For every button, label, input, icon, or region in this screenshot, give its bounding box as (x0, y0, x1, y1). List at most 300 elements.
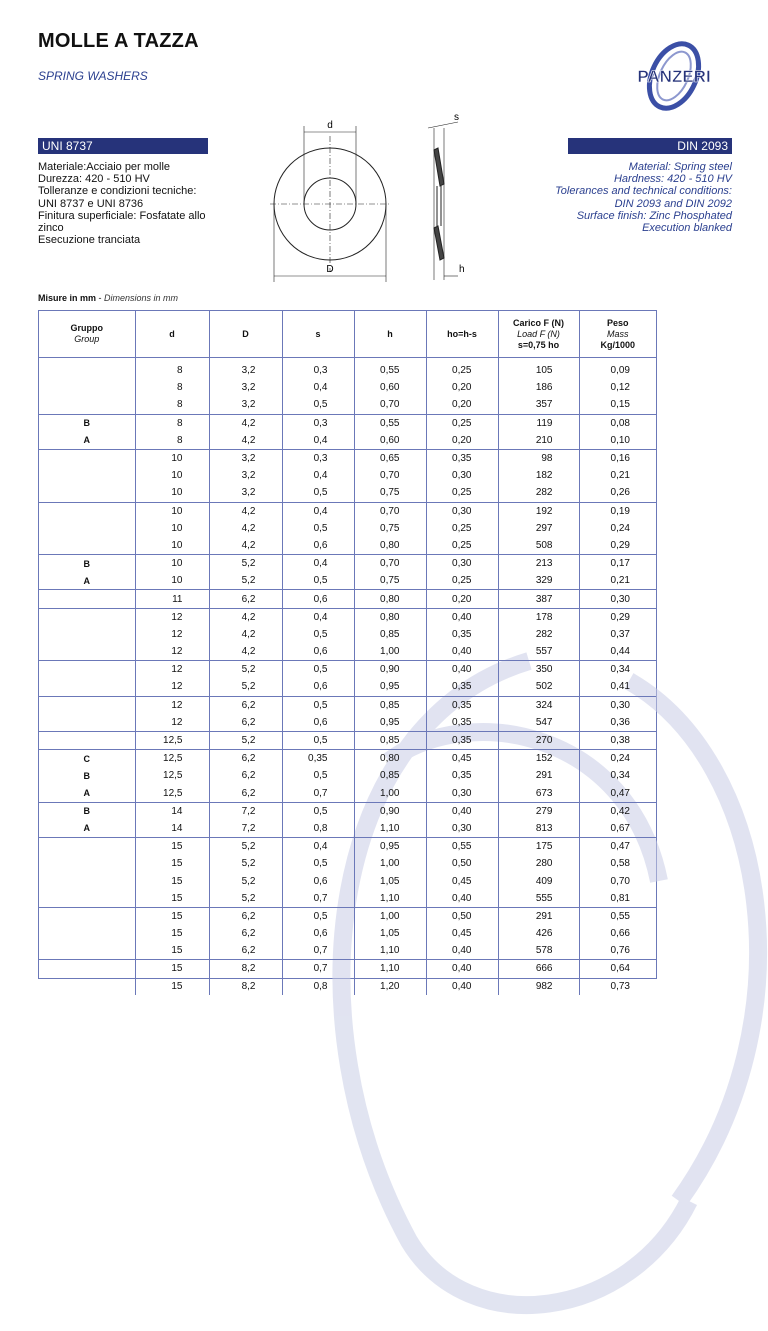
cell-m: 0,29 (579, 608, 656, 626)
cell-g (39, 484, 135, 502)
table-row (39, 484, 656, 502)
cell-f: 98 (498, 449, 579, 467)
cell-f: 329 (498, 572, 579, 590)
cell-g (39, 608, 135, 626)
cell-m: 0,36 (579, 714, 656, 732)
spec-line: Materiale:Acciaio per molle (38, 161, 171, 173)
cell-D: 5,2 (209, 555, 282, 573)
cell-h: 0,60 (354, 432, 426, 450)
cell-ho: 0,45 (426, 750, 498, 768)
cell-D: 3,2 (209, 467, 282, 484)
table-row (39, 626, 656, 643)
dim-label-d: d (327, 120, 333, 131)
spec-line: Hardness: 420 - 510 HV (613, 173, 732, 186)
cell-h: 0,65 (354, 449, 426, 467)
cell-m: 0,16 (579, 449, 656, 467)
cell-s: 0,4 (282, 502, 354, 520)
cell-g (39, 502, 135, 520)
cell-s: 0,6 (282, 678, 354, 696)
cell-ho: 0,25 (426, 520, 498, 537)
cell-ho: 0,30 (426, 502, 498, 520)
cell-m: 0,73 (579, 978, 656, 995)
material-spec-italian (38, 161, 238, 246)
cell-ho: 0,30 (426, 467, 498, 484)
cell-D: 6,2 (209, 907, 282, 925)
cell-ho: 0,40 (426, 978, 498, 995)
cell-h: 0,70 (354, 396, 426, 414)
cell-ho: 0,45 (426, 925, 498, 942)
cell-f: 387 (498, 590, 579, 608)
cell-h: 0,80 (354, 750, 426, 768)
cell-g: B (39, 802, 135, 820)
dimensions-table-frame (38, 310, 657, 992)
cell-D: 8,2 (209, 978, 282, 995)
cell-f: 152 (498, 750, 579, 768)
col-header-s: s (282, 311, 354, 358)
table-row (39, 872, 656, 889)
cell-h: 0,95 (354, 678, 426, 696)
units-label-en: Dimensions in mm (104, 293, 179, 303)
cell-D: 4,2 (209, 626, 282, 643)
cell-h: 0,55 (354, 414, 426, 432)
cell-m: 0,09 (579, 358, 656, 380)
table-row (39, 555, 656, 573)
cell-g (39, 520, 135, 537)
table-row (39, 590, 656, 608)
cell-h: 0,80 (354, 537, 426, 555)
spec-line: UNI 8737 e UNI 8736 (38, 197, 144, 210)
cell-m: 0,15 (579, 396, 656, 414)
cell-g: B (39, 555, 135, 573)
cell-g (39, 379, 135, 396)
cell-D: 4,2 (209, 608, 282, 626)
cell-s: 0,3 (282, 449, 354, 467)
col-header-ho: ho=h-s (426, 311, 498, 358)
cell-g (39, 855, 135, 872)
table-row (39, 396, 656, 414)
cell-ho: 0,35 (426, 714, 498, 732)
cell-d: 8 (135, 396, 209, 414)
cell-g (39, 678, 135, 696)
cell-s: 0,6 (282, 590, 354, 608)
cell-h: 1,10 (354, 942, 426, 960)
cell-m: 0,55 (579, 907, 656, 925)
cell-h: 1,20 (354, 978, 426, 995)
cell-d: 12 (135, 661, 209, 679)
cell-s: 0,3 (282, 414, 354, 432)
cell-D: 8,2 (209, 960, 282, 978)
cell-m: 0,67 (579, 820, 656, 838)
cell-g: A (83, 435, 90, 446)
table-row (39, 855, 656, 872)
dim-label-D: D (326, 264, 334, 275)
cell-d: 15 (135, 890, 209, 908)
cell-g (39, 714, 135, 732)
dimensions-table (39, 311, 656, 995)
cell-s: 0,5 (282, 696, 354, 714)
cell-g (39, 890, 135, 908)
spec-line: Finitura superficiale: Fosfatate allo zinco (38, 209, 206, 235)
cell-d: 8 (135, 414, 209, 432)
cell-h: 0,90 (354, 661, 426, 679)
cell-f: 673 (498, 785, 579, 803)
cell-D: 3,2 (209, 484, 282, 502)
cell-g (39, 396, 135, 414)
cell-h: 0,95 (354, 714, 426, 732)
spec-line: DIN 2093 and DIN 2092 (614, 197, 732, 210)
units-label: Misure in mm (38, 293, 97, 303)
table-row (39, 678, 656, 696)
cell-g: A (83, 823, 90, 834)
cell-m: 0,66 (579, 925, 656, 942)
cell-d: 10 (135, 484, 209, 502)
cell-s: 0,5 (282, 626, 354, 643)
cell-h: 1,05 (354, 872, 426, 889)
page-title: MOLLE A TAZZA (38, 30, 199, 52)
cell-m: 0,41 (579, 678, 656, 696)
cell-d: 8 (135, 379, 209, 396)
cell-m: 0,44 (579, 643, 656, 661)
table-row (39, 358, 656, 380)
cell-f: 192 (498, 502, 579, 520)
cell-m: 0,34 (579, 767, 656, 784)
table-row (39, 608, 656, 626)
cell-g (39, 643, 135, 661)
cell-s: 0,5 (282, 572, 354, 590)
table-row (39, 802, 656, 820)
cell-D: 4,2 (209, 502, 282, 520)
cell-d: 14 (135, 802, 209, 820)
cell-ho: 0,40 (426, 942, 498, 960)
cell-ho: 0,35 (426, 678, 498, 696)
cell-s: 0,35 (282, 750, 354, 768)
cell-m: 0,58 (579, 855, 656, 872)
cell-d: 10 (135, 467, 209, 484)
table-row (39, 502, 656, 520)
cell-h: 0,70 (354, 467, 426, 484)
cell-m: 0,81 (579, 890, 656, 908)
cell-m: 0,47 (579, 785, 656, 803)
cell-D: 6,2 (209, 696, 282, 714)
cell-m: 0,47 (579, 838, 656, 856)
cell-h: 0,75 (354, 520, 426, 537)
cell-D: 7,2 (209, 820, 282, 838)
cell-ho: 0,25 (426, 572, 498, 590)
cell-m: 0,30 (579, 696, 656, 714)
cell-d: 12,5 (135, 750, 209, 768)
table-row (39, 661, 656, 679)
cell-m: 0,17 (579, 555, 656, 573)
cell-s: 0,4 (282, 838, 354, 856)
cell-h: 1,00 (354, 855, 426, 872)
cell-ho: 0,35 (426, 767, 498, 784)
cell-h: 0,95 (354, 838, 426, 856)
cell-g (39, 907, 135, 925)
cell-d: 10 (135, 537, 209, 555)
cell-m: 0,38 (579, 731, 656, 749)
table-row (39, 960, 656, 978)
cell-m: 0,12 (579, 379, 656, 396)
cell-ho: 0,40 (426, 802, 498, 820)
cell-D: 6,2 (209, 925, 282, 942)
table-row (39, 379, 656, 396)
cell-f: 175 (498, 838, 579, 856)
cell-D: 6,2 (209, 750, 282, 768)
cell-h: 0,90 (354, 802, 426, 820)
cell-d: 10 (135, 449, 209, 467)
cell-f: 119 (498, 414, 579, 432)
table-row (39, 572, 656, 590)
cell-m: 0,42 (579, 802, 656, 820)
cell-g (39, 978, 135, 995)
table-row (39, 449, 656, 467)
table-row (39, 785, 656, 803)
cell-d: 12 (135, 608, 209, 626)
cell-g: C (39, 750, 135, 768)
cell-s: 0,7 (282, 960, 354, 978)
cell-f: 186 (498, 379, 579, 396)
cell-s: 0,6 (282, 643, 354, 661)
cell-f: 350 (498, 661, 579, 679)
cell-h: 0,85 (354, 696, 426, 714)
cell-g: A (83, 788, 90, 799)
cell-d: 15 (135, 942, 209, 960)
cell-ho: 0,25 (426, 537, 498, 555)
cell-D: 6,2 (209, 590, 282, 608)
cell-d: 12 (135, 696, 209, 714)
spec-line: Durezza: 420 - 510 HV (38, 173, 150, 186)
cell-d: 15 (135, 838, 209, 856)
cell-h: 1,10 (354, 890, 426, 908)
din-standard-band: DIN 2093 (568, 138, 732, 154)
cell-ho: 0,25 (426, 484, 498, 502)
cell-f: 178 (498, 608, 579, 626)
cell-d: 15 (135, 925, 209, 942)
cell-g (39, 590, 135, 608)
cell-D: 6,2 (209, 714, 282, 732)
cell-g (39, 467, 135, 484)
cell-D: 4,2 (209, 643, 282, 661)
table-row (39, 942, 656, 960)
table-row (39, 838, 656, 856)
cell-g: B (83, 770, 90, 781)
cell-d: 15 (135, 855, 209, 872)
cell-d: 10 (135, 502, 209, 520)
material-spec-english (520, 161, 732, 234)
cell-ho: 0,35 (426, 449, 498, 467)
cell-h: 0,70 (354, 502, 426, 520)
cell-d: 10 (135, 555, 209, 573)
cell-s: 0,5 (282, 484, 354, 502)
cell-s: 0,5 (282, 907, 354, 925)
cell-s: 0,5 (282, 661, 354, 679)
table-body (39, 358, 656, 995)
cell-D: 5,2 (209, 838, 282, 856)
table-row (39, 696, 656, 714)
cell-ho: 0,50 (426, 855, 498, 872)
cell-g: B (39, 414, 135, 432)
cell-h: 0,75 (354, 484, 426, 502)
spec-line: Material: Spring steel (628, 161, 732, 173)
cell-f: 982 (498, 978, 579, 995)
cell-g (39, 661, 135, 679)
cell-f: 409 (498, 872, 579, 889)
cell-d: 12,5 (135, 785, 209, 803)
table-row (39, 978, 656, 995)
cell-s: 0,4 (282, 379, 354, 396)
cell-d: 12 (135, 643, 209, 661)
cell-s: 0,4 (282, 432, 354, 450)
cell-ho: 0,20 (426, 379, 498, 396)
cell-s: 0,5 (282, 396, 354, 414)
cell-f: 291 (498, 767, 579, 784)
cell-ho: 0,35 (426, 696, 498, 714)
cell-g (39, 626, 135, 643)
spec-line: Tolerances and technical conditions: (555, 185, 732, 198)
cell-f: 213 (498, 555, 579, 573)
cell-ho: 0,40 (426, 643, 498, 661)
cell-ho: 0,30 (426, 555, 498, 573)
cell-f: 297 (498, 520, 579, 537)
cell-D: 4,2 (209, 520, 282, 537)
cell-h: 1,05 (354, 925, 426, 942)
cell-ho: 0,20 (426, 432, 498, 450)
cell-s: 0,8 (282, 978, 354, 995)
cell-ho: 0,35 (426, 731, 498, 749)
cell-ho: 0,45 (426, 872, 498, 889)
table-row (39, 907, 656, 925)
cell-D: 7,2 (209, 802, 282, 820)
cell-s: 0,5 (282, 767, 354, 784)
cell-D: 5,2 (209, 890, 282, 908)
cell-h: 1,00 (354, 907, 426, 925)
cell-h: 0,60 (354, 379, 426, 396)
cell-h: 0,80 (354, 590, 426, 608)
table-row (39, 643, 656, 661)
cell-D: 5,2 (209, 731, 282, 749)
cell-f: 282 (498, 484, 579, 502)
cell-s: 0,5 (282, 520, 354, 537)
cell-f: 502 (498, 678, 579, 696)
washer-technical-drawing (262, 106, 492, 282)
cell-ho: 0,40 (426, 960, 498, 978)
cell-D: 5,2 (209, 678, 282, 696)
cell-ho: 0,50 (426, 907, 498, 925)
cell-d: 15 (135, 872, 209, 889)
cell-ho: 0,55 (426, 838, 498, 856)
spec-line: Execution blanked (642, 222, 732, 235)
cell-f: 282 (498, 626, 579, 643)
cell-s: 0,5 (282, 802, 354, 820)
cell-m: 0,26 (579, 484, 656, 502)
table-row (39, 467, 656, 484)
cell-h: 0,85 (354, 767, 426, 784)
cell-d: 15 (135, 960, 209, 978)
spec-line: Surface finish: Zinc Phosphated (576, 209, 732, 222)
cell-m: 0,34 (579, 661, 656, 679)
cell-ho: 0,40 (426, 608, 498, 626)
cell-m: 0,19 (579, 502, 656, 520)
cell-s: 0,7 (282, 785, 354, 803)
cell-s: 0,5 (282, 731, 354, 749)
cell-g (39, 696, 135, 714)
cell-h: 0,80 (354, 608, 426, 626)
table-row (39, 414, 656, 432)
cell-f: 279 (498, 802, 579, 820)
cell-g (39, 838, 135, 856)
cell-d: 12 (135, 714, 209, 732)
cell-ho: 0,30 (426, 785, 498, 803)
cell-h: 0,70 (354, 555, 426, 573)
cell-d: 8 (135, 358, 209, 380)
cell-h: 0,75 (354, 572, 426, 590)
cell-ho: 0,20 (426, 590, 498, 608)
cell-h: 1,10 (354, 960, 426, 978)
cell-ho: 0,25 (426, 358, 498, 380)
logo-text: PANZERI (637, 67, 711, 86)
cell-d: 11 (135, 590, 209, 608)
table-row (39, 750, 656, 768)
cell-h: 0,85 (354, 626, 426, 643)
col-header-load: Carico F (N) Load F (N) s=0,75 ho (498, 311, 579, 358)
cell-D: 3,2 (209, 396, 282, 414)
cell-g: A (83, 575, 90, 586)
cell-f: 105 (498, 358, 579, 380)
cell-s: 0,6 (282, 872, 354, 889)
cell-m: 0,21 (579, 467, 656, 484)
cell-d: 10 (135, 520, 209, 537)
cell-g (39, 925, 135, 942)
cell-D: 3,2 (209, 379, 282, 396)
cell-f: 426 (498, 925, 579, 942)
cell-s: 0,4 (282, 608, 354, 626)
cell-g (39, 942, 135, 960)
cell-f: 557 (498, 643, 579, 661)
table-row (39, 537, 656, 555)
cell-g (39, 537, 135, 555)
cell-s: 0,7 (282, 942, 354, 960)
cell-f: 210 (498, 432, 579, 450)
cell-f: 555 (498, 890, 579, 908)
cell-D: 6,2 (209, 942, 282, 960)
cell-g (39, 960, 135, 978)
col-header-D: D (209, 311, 282, 358)
col-header-h: h (354, 311, 426, 358)
table-row (39, 520, 656, 537)
cell-D: 6,2 (209, 785, 282, 803)
cell-ho: 0,40 (426, 890, 498, 908)
cell-D: 5,2 (209, 572, 282, 590)
cell-h: 1,00 (354, 785, 426, 803)
cell-m: 0,21 (579, 572, 656, 590)
cell-f: 291 (498, 907, 579, 925)
cell-d: 8 (135, 432, 209, 450)
cell-D: 5,2 (209, 855, 282, 872)
cell-f: 324 (498, 696, 579, 714)
cell-f: 578 (498, 942, 579, 960)
cell-d: 12,5 (135, 731, 209, 749)
cell-m: 0,76 (579, 942, 656, 960)
cell-d: 12 (135, 678, 209, 696)
units-note: Misure in mm - Dimensions in mm (38, 293, 179, 303)
cell-f: 547 (498, 714, 579, 732)
cell-D: 3,2 (209, 449, 282, 467)
cell-f: 280 (498, 855, 579, 872)
cell-s: 0,6 (282, 537, 354, 555)
cell-d: 12,5 (135, 767, 209, 784)
cell-d: 15 (135, 907, 209, 925)
cell-m: 0,70 (579, 872, 656, 889)
